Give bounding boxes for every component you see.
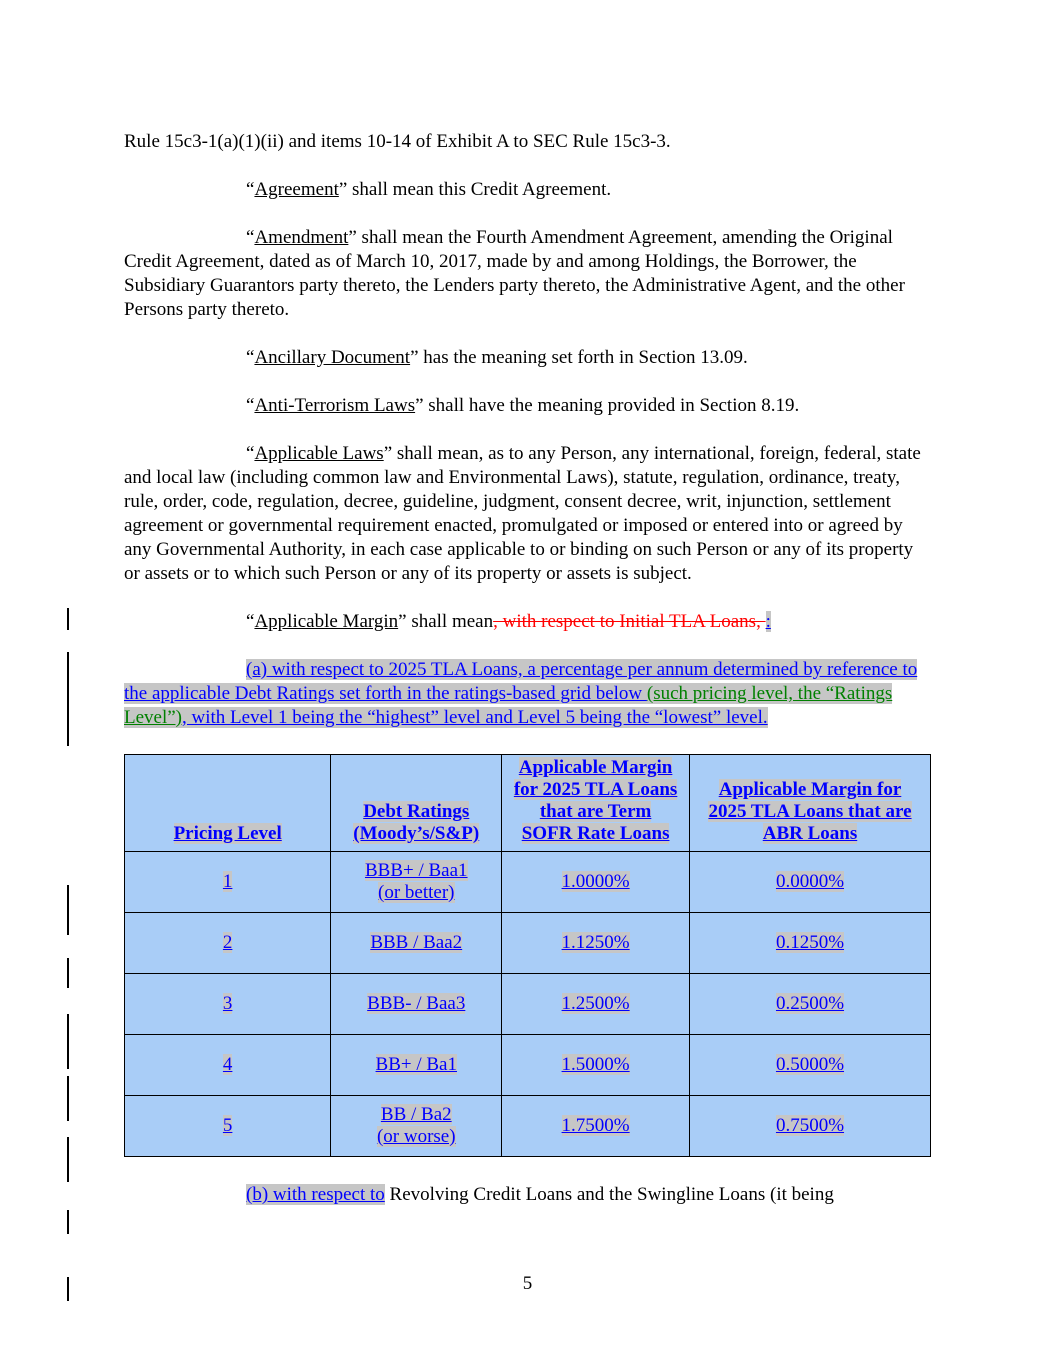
paragraph	[124, 610, 931, 634]
table-header-cell-line	[696, 779, 924, 801]
ratings-table	[124, 754, 931, 1157]
table-row	[125, 1096, 931, 1157]
table-header-cell-line	[696, 823, 924, 845]
table-cell	[689, 852, 930, 913]
text-run: that are Term	[539, 801, 652, 822]
text-run: ” shall mean	[398, 611, 494, 632]
paragraph	[124, 442, 931, 586]
table-header-cell-line	[508, 757, 683, 779]
paragraph	[124, 1183, 931, 1207]
table-cell	[331, 1096, 502, 1157]
text-run: “	[246, 611, 255, 632]
text-run: 1.5000%	[561, 1054, 630, 1075]
paragraph	[124, 178, 931, 202]
text-run: Debt Ratings	[363, 801, 470, 822]
text-run: 1.1250%	[561, 932, 630, 953]
text-run: 4	[222, 1054, 233, 1075]
text-run: Amendment	[254, 227, 349, 248]
text-run: ” shall mean, as to any Person, any international, foreign, federal, state and local law (including common law and Environmental Laws), statute, regulation, ordinance, treaty, rule, order, code, regulation, decree, guideline, judgment, consent decree, writ, injunction, settlement agreement or governmental requirement enacted, promulgated or imposed or entered into or agreed by any Governmental Authority, in each case applicable to or binding on such Person or any of its property or assets or to which such Person or any of its property or assets is subject.	[124, 443, 921, 584]
table-cell-line	[508, 1054, 683, 1076]
text-run: Revolving Credit Loans and the Swingline Loans (it being	[384, 1184, 834, 1205]
text-run: ” shall mean the Fourth Amendment Agreement, amending the Original Credit Agreement, dated as of March 10, 2017, made by and among Holdings, the Borrower, the Subsidiary Guarantors party thereto, the Lenders party thereto, the Administrative Agent, and the other Persons party thereto.	[124, 227, 905, 320]
text-run: Anti-Terrorism Laws	[254, 395, 416, 416]
text-run: 0.7500%	[775, 1115, 845, 1136]
text-run: ” shall have the meaning provided in Section 8.19.	[415, 395, 800, 416]
text-run: Ancillary Document	[254, 347, 411, 368]
change-bar	[67, 652, 69, 746]
text-run: Applicable Margin	[254, 611, 399, 632]
change-bar	[67, 1137, 69, 1182]
text-run: Agreement	[254, 179, 339, 200]
table-header-row	[125, 755, 931, 852]
text-run: , with respect to Initial TLA Loans,	[493, 611, 766, 632]
table-header-cell-line	[508, 801, 683, 823]
text-run: ” shall mean this Credit Agreement.	[338, 179, 612, 200]
table-header-cell	[331, 755, 502, 852]
text-run: BBB- / Baa3	[367, 993, 466, 1014]
table-cell-line	[508, 1115, 683, 1137]
text-run: BBB / Baa2	[370, 932, 463, 953]
text-run: (or better)	[378, 882, 455, 903]
table-row	[125, 913, 931, 974]
change-bar	[67, 885, 69, 935]
text-run: “	[246, 443, 255, 464]
text-run: (or worse)	[376, 1126, 456, 1147]
text-run: 2025 TLA Loans that are	[708, 801, 912, 822]
table-cell	[125, 974, 331, 1035]
text-run: Applicable Margin	[518, 757, 673, 778]
paragraph	[124, 346, 931, 370]
table-cell-line	[508, 993, 683, 1015]
text-run: (such pricing level, the “Ratings Level”)	[124, 683, 893, 728]
text-run: 0.5000%	[775, 1054, 845, 1075]
table-cell	[125, 852, 331, 913]
table-cell	[689, 913, 930, 974]
table-cell-line	[696, 1115, 924, 1137]
table-cell-line	[696, 1054, 924, 1076]
text-run: 1.0000%	[561, 871, 630, 892]
text-run: “	[246, 347, 255, 368]
table-cell	[502, 913, 690, 974]
table-cell-line	[337, 1104, 495, 1126]
text-run: ABR Loans	[762, 823, 858, 844]
table-cell	[502, 1035, 690, 1096]
text-run: 0.1250%	[775, 932, 845, 953]
table-row	[125, 974, 931, 1035]
text-run: 0.0000%	[775, 871, 845, 892]
paragraph	[124, 130, 931, 154]
table-header-cell-line	[131, 823, 324, 845]
text-run: ” has the meaning set forth in Section 13.09.	[410, 347, 748, 368]
table-header-cell-line	[508, 823, 683, 845]
table-cell	[502, 1096, 690, 1157]
table-header-cell-line	[508, 779, 683, 801]
text-run: BB+ / Ba1	[375, 1054, 457, 1075]
text-run: 1	[222, 871, 233, 892]
paragraph	[124, 226, 931, 322]
text-run: Applicable Laws	[254, 443, 384, 464]
table-cell	[125, 1096, 331, 1157]
text-run: 2	[222, 932, 233, 953]
text-run: for 2025 TLA Loans	[513, 779, 678, 800]
table-cell	[689, 1096, 930, 1157]
table-cell-line	[131, 993, 324, 1015]
text-run: Pricing Level	[173, 823, 282, 844]
table-cell	[331, 852, 502, 913]
table-header-cell-line	[337, 801, 495, 823]
continuation-section	[124, 1183, 931, 1207]
table-cell-line	[696, 871, 924, 893]
change-bar	[67, 608, 69, 630]
text-run: BB / Ba2	[380, 1104, 452, 1125]
table-cell	[331, 974, 502, 1035]
text-run: 1.2500%	[561, 993, 630, 1014]
table-row	[125, 1035, 931, 1096]
text-run: :	[765, 611, 771, 632]
table-cell	[502, 974, 690, 1035]
table-header-cell-line	[337, 823, 495, 845]
text-run: 5	[222, 1115, 233, 1136]
text-run: 0.2500%	[775, 993, 845, 1014]
table-header-cell	[502, 755, 690, 852]
text-run: (Moody’s/S&P)	[353, 823, 480, 844]
table-cell-line	[337, 860, 495, 882]
table-cell-line	[131, 932, 324, 954]
table-cell	[689, 974, 930, 1035]
text-run: Applicable Margin for	[718, 779, 902, 800]
table-cell-line	[337, 1054, 495, 1076]
text-run: “	[246, 179, 255, 200]
text-run: “	[246, 395, 255, 416]
table-cell-line	[508, 932, 683, 954]
text-run: (b) with respect to	[246, 1184, 385, 1205]
table-cell-line	[131, 1054, 324, 1076]
table-cell	[331, 913, 502, 974]
change-bar	[67, 1076, 69, 1121]
change-bar	[67, 958, 69, 988]
text-run: 1.7500%	[561, 1115, 630, 1136]
table-cell	[125, 1035, 331, 1096]
change-bar	[67, 1277, 69, 1301]
change-bar	[67, 1210, 69, 1234]
table-cell-line	[337, 932, 495, 954]
text-run: “	[246, 227, 255, 248]
text-run: (a) with respect to 2025 TLA Loans, a percentage per annum determined by reference to the applicable Debt Ratings set forth in the ratings-based grid below	[124, 659, 918, 704]
table-cell	[502, 852, 690, 913]
text-run: BBB+ / Baa1	[364, 860, 468, 881]
paragraph	[124, 658, 931, 730]
page-number: 5	[522, 1273, 533, 1294]
definitions-section	[124, 130, 931, 730]
table-header-cell	[689, 755, 930, 852]
table-cell	[125, 913, 331, 974]
text-run: SOFR Rate Loans	[521, 823, 670, 844]
table-header-cell	[125, 755, 331, 852]
table-cell	[689, 1035, 930, 1096]
change-bar	[67, 1014, 69, 1069]
table-cell-line	[696, 932, 924, 954]
text-run: Rule 15c3-1(a)(1)(ii) and items 10-14 of Exhibit A to SEC Rule 15c3-3.	[124, 131, 671, 152]
table-cell-line	[337, 882, 495, 904]
text-run: , with Level 1 being the “highest” level and Level 5 being the “lowest” level.	[182, 707, 768, 728]
text-run: 3	[222, 993, 233, 1014]
table-cell-line	[696, 993, 924, 1015]
table-cell-line	[337, 993, 495, 1015]
table-cell-line	[337, 1126, 495, 1148]
table-cell-line	[131, 1115, 324, 1137]
table-cell-line	[508, 871, 683, 893]
table-cell	[331, 1035, 502, 1096]
table-row	[125, 852, 931, 913]
paragraph	[124, 394, 931, 418]
document-content	[124, 130, 931, 1231]
table-cell-line	[131, 871, 324, 893]
table-header-cell-line	[696, 801, 924, 823]
